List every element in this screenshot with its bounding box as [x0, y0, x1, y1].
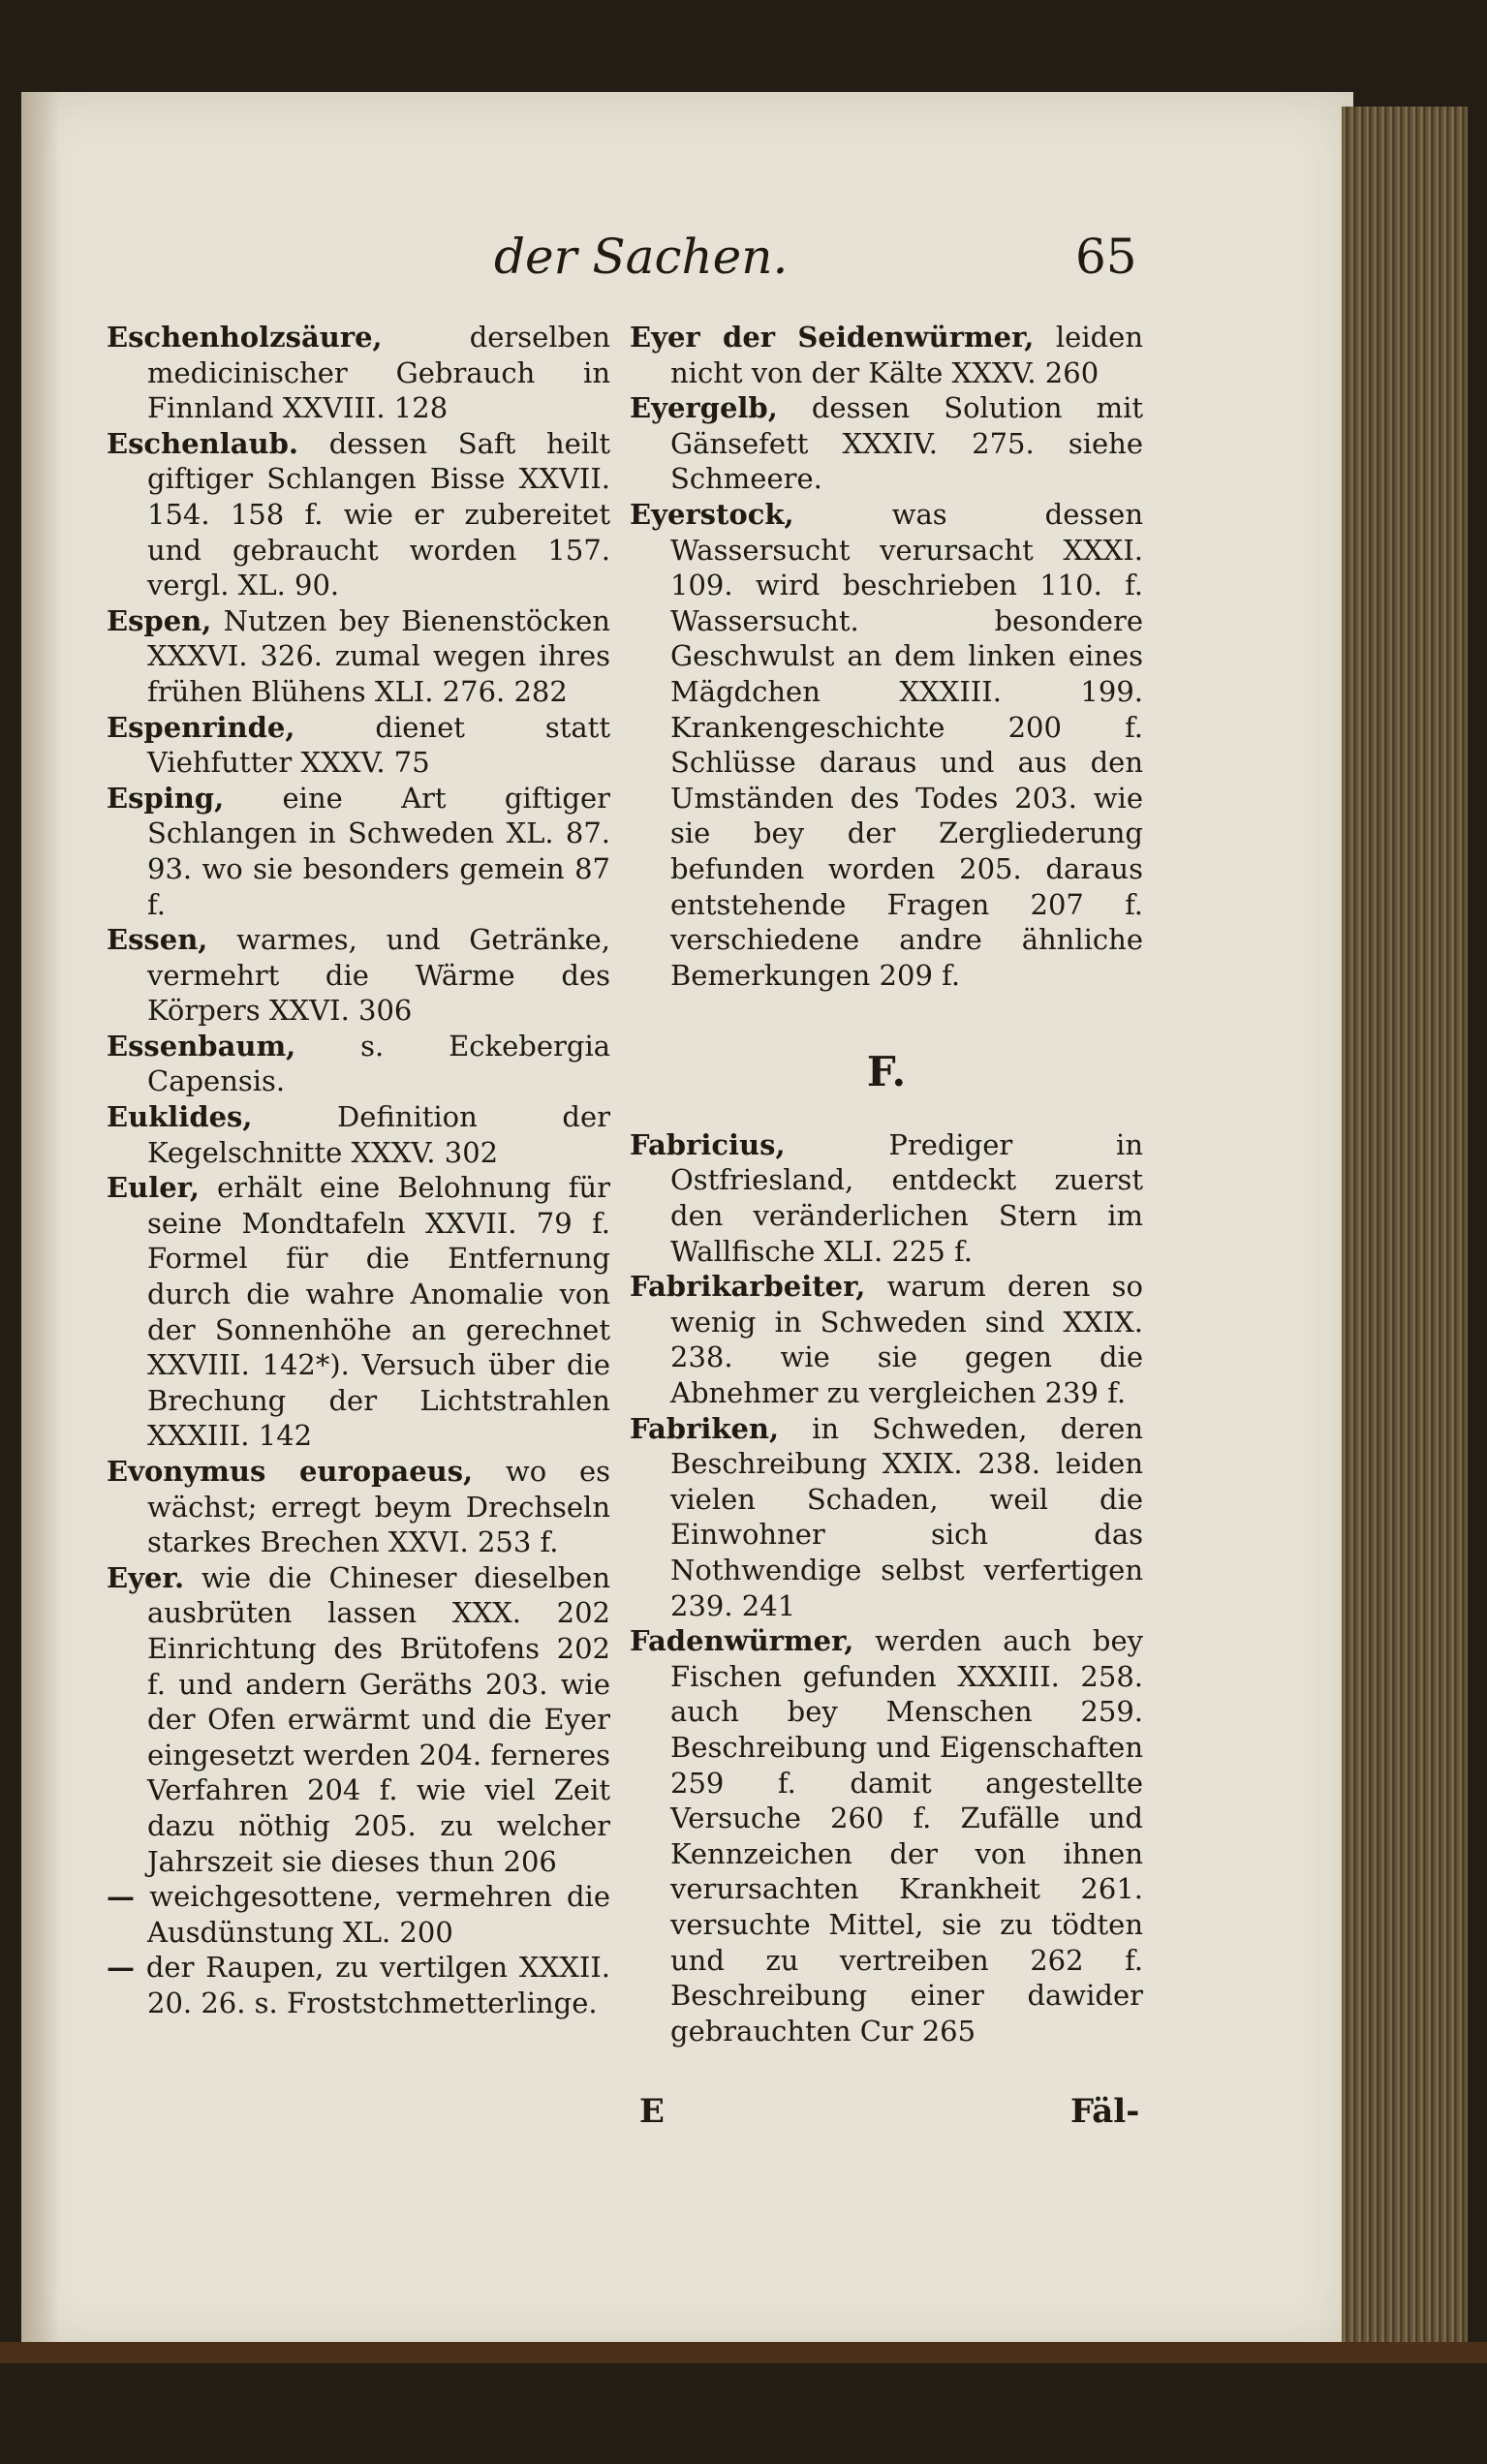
index-entry	[630, 497, 1143, 993]
index-entry	[630, 1269, 1143, 1410]
index-entry	[107, 1099, 610, 1170]
entry-headword: Fabrikarbeiter,	[630, 1270, 866, 1304]
entry-headword: Espenrinde,	[107, 710, 295, 744]
index-entry	[107, 320, 610, 426]
entry-headword: Eschenholzsäure,	[107, 321, 383, 354]
entry-text: Nutzen bey Bienenstöcken XXXVI. 326. zumal wegen ihres frühen Blühens XLI. 276. 282	[147, 603, 610, 708]
index-entry	[107, 1170, 610, 1454]
entry-headword: —	[107, 1951, 135, 1985]
entry-text: was dessen Wassersucht verursacht XXXI. 109. wird beschrieben 110. f. Wassersucht. besondere Geschwulst an dem linken eines Mägdchen XXXIII. 199. Krankengeschichte 200 f. Schlüsse daraus und aus den Umständen des Todes 203. wie sie bey der Zergliederung befunden worden 205. daraus entstehende Fragen 207 f. verschiedene andre ähnliche Bemerkungen 209 f.	[670, 497, 1143, 992]
index-entry	[107, 710, 610, 781]
entry-headword: Evonymus europaeus,	[107, 1455, 474, 1488]
entry-headword: —	[107, 1880, 135, 1914]
entry-headword: Euler,	[107, 1171, 200, 1205]
entry-headword: Eyergelb,	[630, 391, 778, 425]
index-entry	[107, 1879, 610, 1950]
entry-text: derselben medicinischer Gebrauch in Finnland XXVIII. 128	[147, 321, 610, 425]
index-entry	[107, 922, 610, 1029]
right-column-top-entries	[630, 320, 1143, 993]
index-entry	[630, 1127, 1143, 1269]
index-entry	[107, 426, 610, 603]
entry-headword: Fadenwürmer,	[630, 1624, 854, 1658]
section-letter: F.	[866, 1048, 907, 1096]
entry-headword: Essenbaum,	[107, 1029, 296, 1063]
entry-text: werden auch bey Fischen gefunden XXXIII. 258. auch bey Menschen 259. Beschreibung und Eigenschaften 259 f. damit angestellte Versuche 260 f. Zufälle und Kennzeichen der von ihnen verursachten Krankheit 261. versuchte Mittel, sie zu tödten und zu vertreiben 262 f. Beschreibung einer dawider gebrauchten Cur 265	[670, 1624, 1144, 2048]
entry-headword: Essen,	[107, 923, 208, 957]
index-entry	[107, 781, 610, 922]
entry-headword: Eyer.	[107, 1560, 185, 1594]
entry-text: s. Eckebergia Capensis.	[147, 1029, 611, 1098]
entry-text: dessen Saft heilt giftiger Schlangen Bisse XXVII. 154. 158 f. wie er zubereitet und gebraucht worden 157. vergl. XL. 90.	[147, 426, 610, 602]
entry-headword: Espen,	[107, 603, 212, 637]
entry-text: Prediger in Ostfriesland, entdeckt zuerst den veränderlichen Stern im Wallfische XLI. 225 f.	[670, 1127, 1144, 1268]
entry-headword: Eyer der Seidenwürmer,	[630, 321, 1035, 354]
index-entry	[107, 1029, 610, 1099]
entry-text: dessen Solution mit Gänsefett XXXIV. 275. siehe Schmeere.	[670, 391, 1143, 496]
entry-text: der Raupen, zu vertilgen XXXII. 20. 26. s. Froststchmetterlinge.	[145, 1951, 610, 2019]
right-column-bottom-entries	[630, 1127, 1143, 2048]
right-column	[630, 320, 1143, 2048]
running-head: der Sachen.	[494, 229, 789, 285]
index-entry	[630, 1411, 1143, 1624]
signature-mark: E	[639, 2092, 665, 2131]
entry-headword: Eschenlaub.	[107, 426, 298, 460]
entry-headword: Fabricius,	[630, 1127, 786, 1161]
entry-text: leiden nicht von der Kälte XXXV. 260	[670, 321, 1144, 389]
entry-headword: Euklides,	[107, 1100, 253, 1134]
index-entry	[630, 320, 1143, 390]
entry-text: eine Art giftiger Schlangen in Schweden XL. 87. 93. wo sie besonders gemein 87 f.	[147, 781, 610, 921]
index-entry	[630, 1623, 1143, 2048]
entry-headword: Eyerstock,	[630, 497, 794, 531]
left-column	[107, 320, 610, 2021]
entry-text: wie die Chineser dieselben ausbrüten lassen XXX. 202 Einrichtung des Brütofens 202 f. und andern Geräths 203. wie der Ofen erwärmt und die Eyer eingesetzt werden 204. ferneres Verfahren 204 f. wie viel Zeit dazu nöthig 205. zu welcher Jahrszeit sie dieses thun 206	[147, 1560, 610, 1878]
page-number: 65	[1075, 229, 1137, 285]
entry-text: Definition der Kegelschnitte XXXV. 302	[147, 1100, 610, 1169]
entry-text: warmes, und Getränke, vermehrt die Wärme des Körpers XXVI. 306	[147, 923, 611, 1028]
entry-headword: Fabriken,	[630, 1411, 780, 1445]
page-edges	[1342, 107, 1468, 2354]
index-entry	[107, 1560, 610, 1879]
index-entry	[107, 1950, 610, 2020]
entry-headword: Esping,	[107, 781, 225, 815]
index-entry	[107, 603, 610, 710]
entry-text: in Schweden, deren Beschreibung XXIX. 238. leiden vielen Schaden, weil die Einwohner sich das Nothwendige selbst verfertigen 239. 241	[670, 1411, 1143, 1622]
entry-text: erhält eine Belohnung für seine Mondtafeln XXVII. 79 f. Formel für die Entfernung durch die wahre Anomalie von der Sonnenhöhe an gerechnet XXVIII. 142*). Versuch über die Brechung der Lichtstrahlen XXXIII. 142	[147, 1171, 610, 1453]
gutter-shadow	[21, 92, 60, 2354]
catchword: Fäl-	[1070, 2092, 1140, 2131]
index-entry	[107, 1454, 610, 1560]
entry-text: warum deren so wenig in Schweden sind XXIX. 238. wie sie gegen die Abnehmer zu vergleichen 239 f.	[670, 1270, 1144, 1410]
entry-text: weichgesottene, vermehren die Ausdünstung XL. 200	[147, 1880, 610, 1949]
book-bottom-edge	[0, 2342, 1487, 2363]
entry-text: wo es wächst; erregt beym Drechseln starkes Brechen XXVI. 253 f.	[147, 1455, 611, 1559]
index-entry	[630, 390, 1143, 497]
entry-text: dienet statt Viehfutter XXXV. 75	[147, 710, 610, 780]
